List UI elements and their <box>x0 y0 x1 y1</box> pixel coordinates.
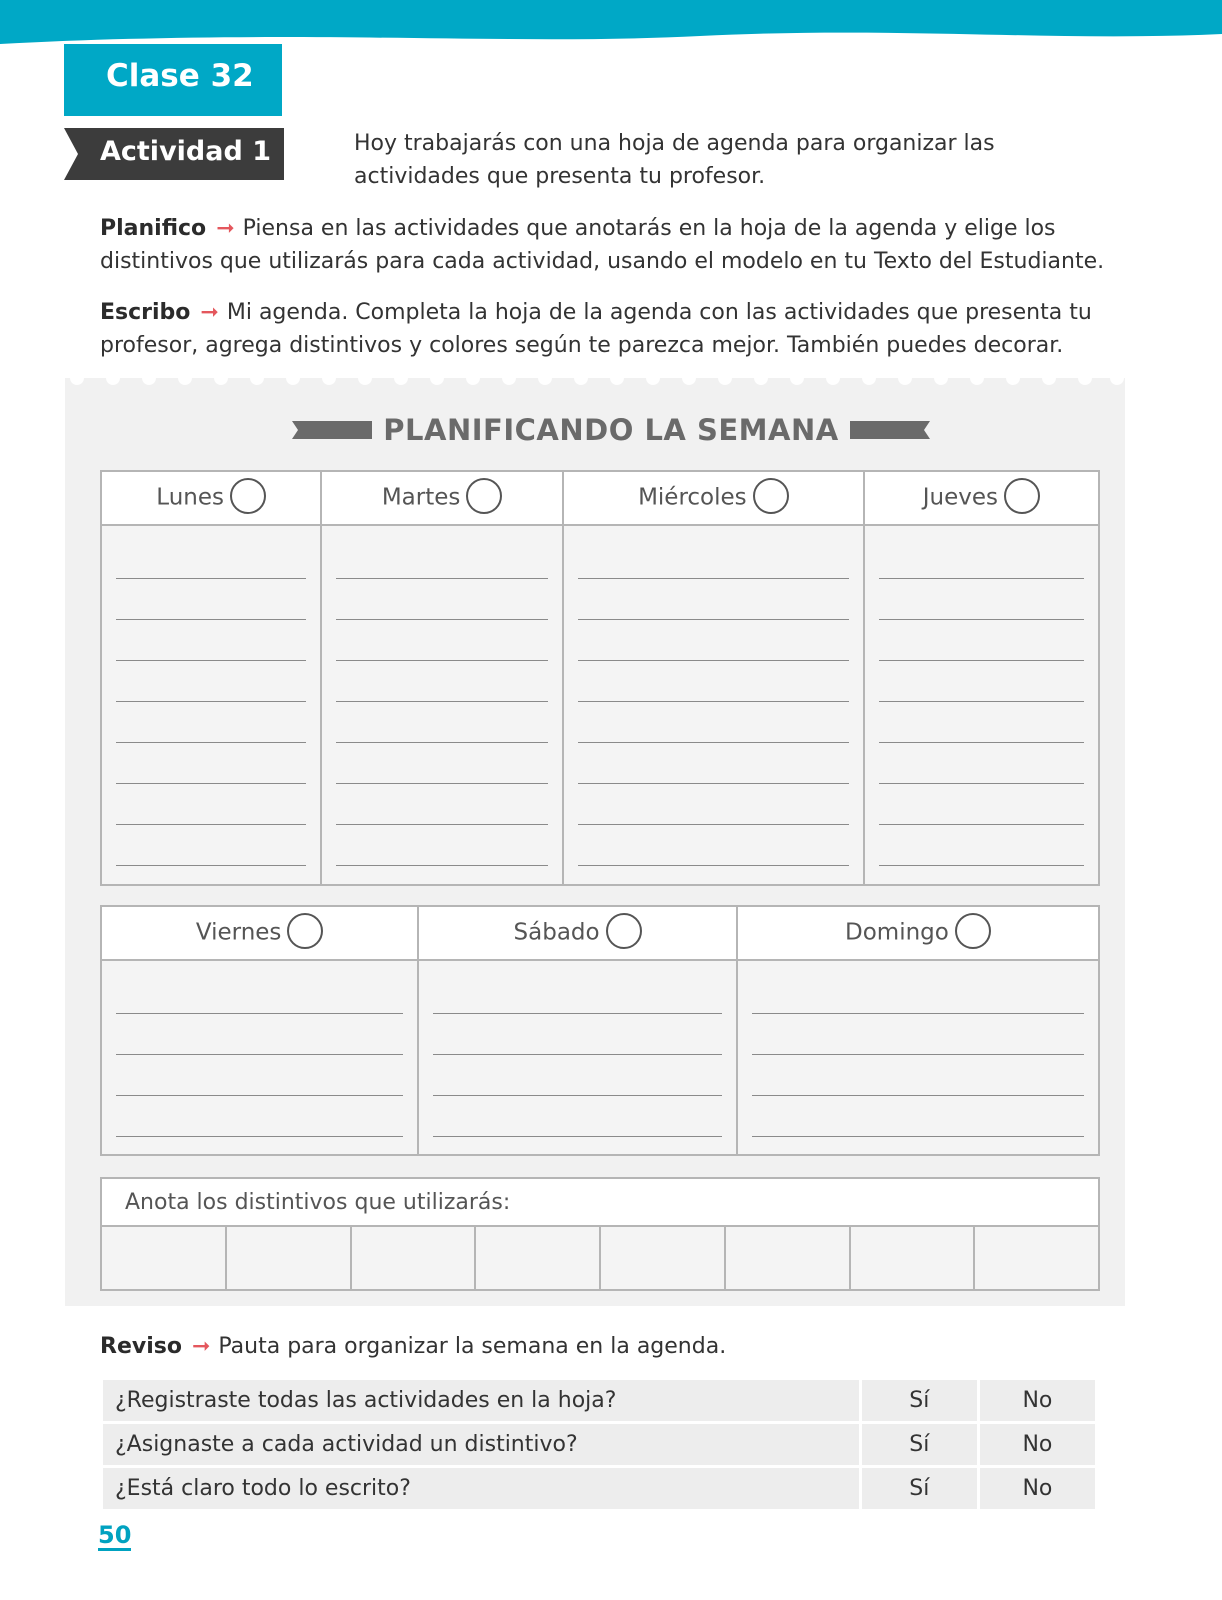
clase-title: Clase 32 <box>64 44 282 116</box>
day-header-sabado <box>418 906 737 960</box>
distintivos-label: Anota los distintivos que utilizarás: <box>101 1178 1099 1226</box>
checklist-row <box>103 1380 1095 1421</box>
checklist-no[interactable]: No <box>980 1424 1095 1465</box>
top-wave-banner <box>0 0 1222 48</box>
circle-icon[interactable] <box>466 478 502 514</box>
actividad-text: Actividad 1 <box>100 136 271 167</box>
checklist-row <box>103 1424 1095 1465</box>
escribo-paragraph <box>100 296 1140 362</box>
week-table-bottom <box>100 905 1100 1156</box>
circle-icon[interactable] <box>1004 478 1040 514</box>
circle-icon[interactable] <box>230 478 266 514</box>
distintivo-box[interactable] <box>101 1226 226 1290</box>
checklist-question: ¿Registraste todas las actividades en la hoja? <box>103 1380 859 1421</box>
escribo-label: Escribo <box>100 300 191 325</box>
reviso-label: Reviso <box>100 1334 182 1359</box>
circle-icon[interactable] <box>606 913 642 949</box>
sheet-title-text: PLANIFICANDO LA SEMANA <box>383 413 839 447</box>
reviso-checklist <box>100 1377 1098 1512</box>
distintivo-box[interactable] <box>850 1226 975 1290</box>
sheet-perforated-edge <box>65 378 1125 394</box>
escribo-text: Mi agenda. Completa la hoja de la agenda con las actividades que presenta tu profesor, agrega distintivos y colores según te parezca mejor. También puedes decorar. <box>100 300 1092 358</box>
reviso-paragraph <box>100 1330 1140 1363</box>
distintivo-box[interactable] <box>475 1226 600 1290</box>
planifico-paragraph <box>100 212 1140 278</box>
checklist-question: ¿Asignaste a cada actividad un distintivo? <box>103 1424 859 1465</box>
day-label: Martes <box>381 484 461 511</box>
checklist-yes[interactable]: Sí <box>862 1380 977 1421</box>
title-ribbon-left <box>292 421 372 439</box>
day-header-jueves <box>864 471 1099 525</box>
distintivo-box[interactable] <box>351 1226 476 1290</box>
circle-icon[interactable] <box>955 913 991 949</box>
checklist-question: ¿Está claro todo lo escrito? <box>103 1468 859 1509</box>
day-label: Sábado <box>513 919 600 946</box>
checklist-no[interactable]: No <box>980 1380 1095 1421</box>
day-writing-area[interactable] <box>418 960 737 1155</box>
checklist-no[interactable]: No <box>980 1468 1095 1509</box>
reviso-text: Pauta para organizar la semana en la agenda. <box>218 1334 727 1359</box>
day-writing-area[interactable] <box>101 525 321 885</box>
day-writing-area[interactable] <box>737 960 1099 1155</box>
week-table-top <box>100 470 1100 886</box>
checklist-row <box>103 1468 1095 1509</box>
actividad-label <box>64 128 284 180</box>
day-writing-area[interactable] <box>864 525 1099 885</box>
day-header-domingo <box>737 906 1099 960</box>
day-label: Jueves <box>922 484 999 511</box>
arrow-right-icon: ➞ <box>191 1334 211 1359</box>
sheet-title <box>0 413 1222 447</box>
checklist-yes[interactable]: Sí <box>862 1468 977 1509</box>
checklist-yes[interactable]: Sí <box>862 1424 977 1465</box>
day-header-viernes <box>101 906 418 960</box>
day-header-martes <box>321 471 563 525</box>
day-writing-area[interactable] <box>321 525 563 885</box>
page-number: 50 <box>98 1521 132 1549</box>
distintivo-box[interactable] <box>600 1226 725 1290</box>
distintivo-box[interactable] <box>725 1226 850 1290</box>
circle-icon[interactable] <box>753 478 789 514</box>
distintivo-box[interactable] <box>974 1226 1099 1290</box>
arrow-right-icon: ➞ <box>200 300 219 325</box>
planifico-text: Piensa en las actividades que anotarás en la hoja de la agenda y elige los distintivos que utilizarás para cada actividad, usando el modelo en tu Texto del Estudiante. <box>100 216 1105 274</box>
arrow-right-icon: ➞ <box>216 216 235 241</box>
day-header-lunes <box>101 471 321 525</box>
planifico-label: Planifico <box>100 216 207 241</box>
circle-icon[interactable] <box>287 913 323 949</box>
intro-text: Hoy trabajarás con una hoja de agenda para organizar las actividades que presenta tu profesor. <box>354 131 995 189</box>
day-label: Domingo <box>845 919 949 946</box>
distintivos-table <box>100 1177 1100 1291</box>
day-label: Viernes <box>195 919 282 946</box>
day-writing-area[interactable] <box>563 525 864 885</box>
title-ribbon-right <box>850 421 930 439</box>
distintivo-box[interactable] <box>226 1226 351 1290</box>
day-writing-area[interactable] <box>101 960 418 1155</box>
day-label: Miércoles <box>638 484 747 511</box>
day-header-miercoles <box>563 471 864 525</box>
day-label: Lunes <box>156 484 224 511</box>
